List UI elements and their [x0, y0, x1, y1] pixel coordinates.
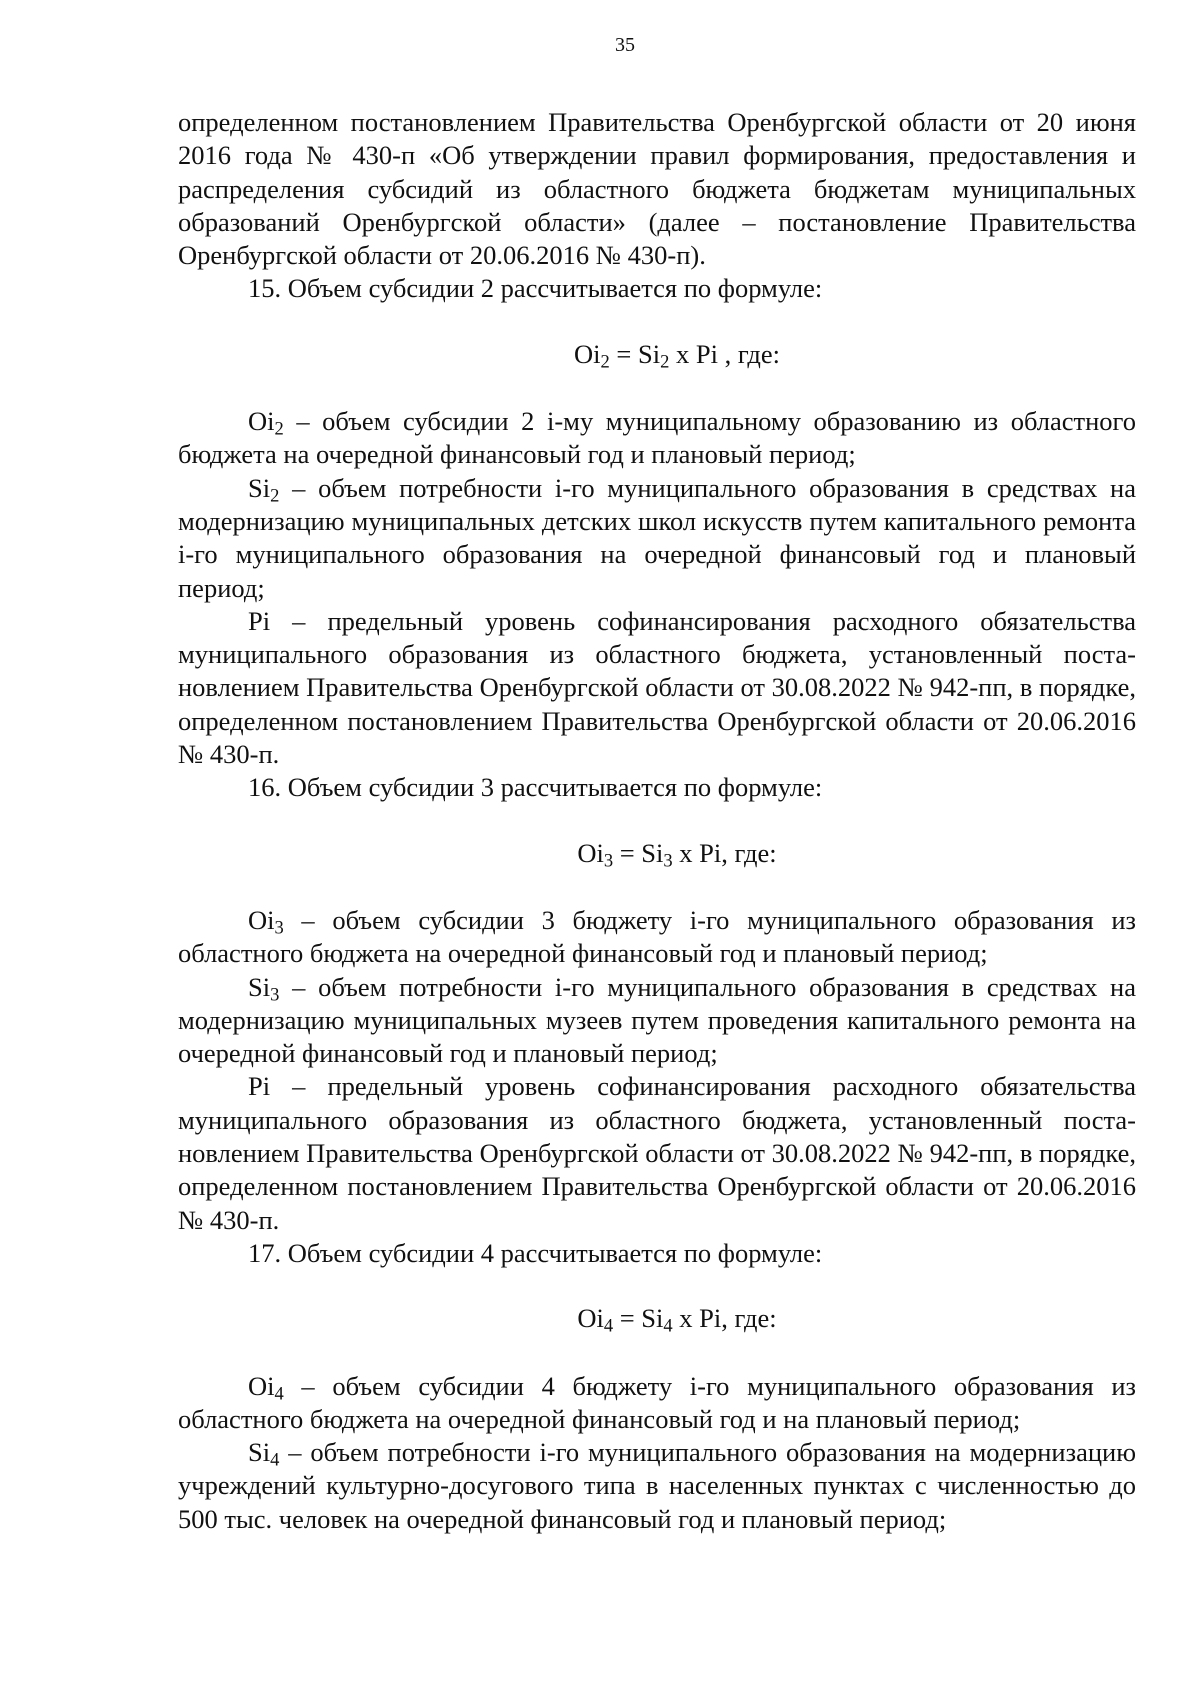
definition-pi-a: Pi – предельный уровень софинансирования расходного обязательства муниципального образования из областного бюджета, установленный постановлением Правительства Оренбургской области от 30.08.2022 № 942-пп, в порядке, определенном постановлением Правительства Оренбургской области от 20.06.2016 № 430-п. — [178, 605, 1136, 770]
si2-subscript: 2 — [270, 485, 280, 507]
oi4-text: – объем субсидии 4 бюджету i-го муниципального образования из областного бюджета на очередной финансовый год и на плановый период; — [178, 1370, 1136, 1434]
si3-subscript: 3 — [270, 984, 280, 1006]
page-number: 35 — [615, 34, 635, 56]
clause-15: 15. Объем субсидии 2 рассчитывается по формуле: — [248, 273, 823, 304]
formula-subsidy-2 — [178, 338, 1136, 371]
clause-17: 17. Объем субсидии 4 рассчитывается по формуле: — [248, 1237, 823, 1268]
definition-si3 — [178, 971, 1136, 1071]
definition-si2 — [178, 472, 1136, 605]
definition-oi4 — [178, 1370, 1136, 1437]
clause-16: 16. Объем субсидии 3 рассчитывается по формуле: — [248, 772, 823, 803]
formula-2-si-sub: 2 — [660, 351, 670, 373]
oi4-symbol: Oi — [248, 1370, 275, 1401]
si4-symbol: Si — [248, 1437, 271, 1468]
oi4-subscript: 4 — [274, 1383, 284, 1405]
definition-si4 — [178, 1436, 1136, 1536]
si2-symbol: Si — [248, 472, 271, 503]
formula-subsidy-3 — [178, 837, 1136, 870]
formula-4-si-sub: 4 — [663, 1315, 673, 1337]
oi3-text: – объем субсидии 3 бюджету i-го муниципального образования из областного бюджета на очередной финансовый год и плановый период; — [178, 904, 1136, 969]
formula-3-eq: = Si — [613, 837, 664, 868]
oi2-text: – объем субсидии 2 i-му муниципальному образованию из областного бюджета на очередной финансовый год и плановый период; — [178, 406, 1136, 470]
formula-2-oi-sub: 2 — [600, 351, 610, 373]
oi2-subscript: 2 — [274, 418, 284, 440]
oi2-symbol: Oi — [248, 406, 275, 437]
formula-2-tail: x Pi , где: — [669, 338, 780, 369]
si3-symbol: Si — [248, 971, 271, 1002]
oi3-symbol: Oi — [248, 904, 275, 935]
formula-subsidy-4 — [178, 1302, 1136, 1335]
si3-text: – объем потребности i-го муниципального образования в средствах на модернизацию муниципальных музеев путем проведения капитального ремонта на очередной финансовый год и плановый период; — [178, 971, 1136, 1069]
oi3-subscript: 3 — [274, 917, 284, 939]
si2-text: – объем потребности i-го муниципального образования в средствах на модернизацию муниципальных детских школ искусств путем капитального ремонта i-го муниципального образования на очередной финансовый год и плановый период; — [178, 472, 1136, 603]
definition-pi-b: Pi – предельный уровень софинансирования расходного обязательства муниципального образования из областного бюджета, установленный постановлением Правительства Оренбургской области от 30.08.2022 № 942-пп, в порядке, определенном постановлением Правительства Оренбургской области от 20.06.2016 № 430-п. — [178, 1071, 1136, 1235]
paragraph-intro: определенном постановлением Правительства Оренбургской области от 20 июня 2016 года № 430-п «Об утверждении правил формирования, предоставления и распределения субсидий из областного бюджета бюджетам муниципальных образований Оренбургской области» (далее – постановление Правительства Оренбургской области от 20.06.2016 № 430-п). — [178, 107, 1136, 271]
formula-3-si-sub: 3 — [663, 850, 673, 872]
formula-3-oi: Oi — [577, 837, 604, 868]
formula-4-eq: = Si — [613, 1303, 664, 1334]
formula-4-tail: x Pi, где: — [672, 1303, 777, 1334]
definition-oi2 — [178, 405, 1136, 472]
si4-subscript: 4 — [270, 1449, 280, 1471]
formula-2-oi: Oi — [574, 338, 601, 369]
definition-oi3 — [178, 904, 1136, 971]
formula-3-oi-sub: 3 — [603, 850, 614, 872]
si4-text: – объем потребности i-го муниципального образования на модернизацию учреждений культурно-досугового типа в населенных пунктах с численностью до 500 тыс. человек на очередной финансовый год и плановый период; — [178, 1437, 1136, 1534]
document-body — [178, 106, 1136, 1536]
formula-2-eq: = Si — [609, 338, 661, 369]
formula-4-oi: Oi — [577, 1303, 604, 1334]
formula-4-oi-sub: 4 — [603, 1315, 614, 1337]
formula-3-tail: x Pi, где: — [672, 837, 777, 868]
